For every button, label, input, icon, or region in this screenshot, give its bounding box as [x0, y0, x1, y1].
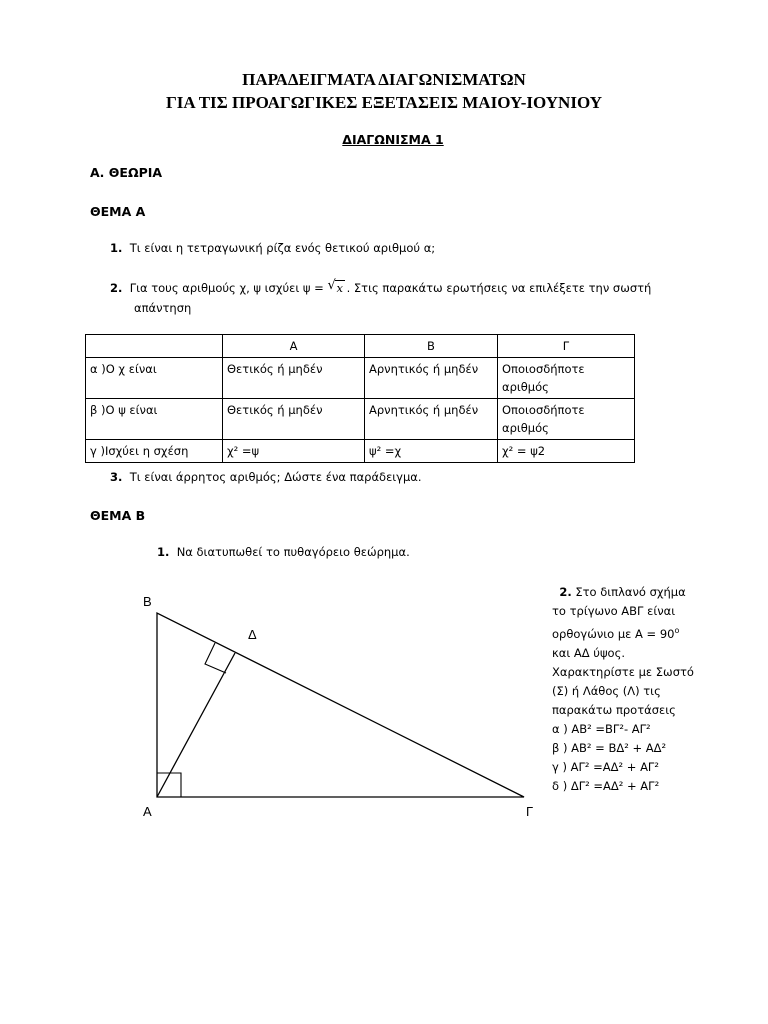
question-b2 [552, 583, 752, 796]
vertex-label-b: Β [143, 594, 152, 609]
table-cell: χ² =ψ [223, 440, 365, 463]
choices-table [85, 334, 635, 463]
table-header-cell: Β [365, 335, 498, 358]
table-cell: Οποιοσδήποτε αριθμός [498, 358, 635, 399]
table-header-cell [86, 335, 223, 358]
table-cell: Θετικός ή μηδέν [223, 399, 365, 440]
table-cell: γ )Ισχύει η σχέση [86, 440, 223, 463]
question-number: 3. [110, 470, 123, 484]
statement-d: δ ) ΔΓ² =ΑΔ² + ΑΓ² [552, 778, 660, 793]
question-text: Για τους αριθμούς χ, ψ ισχύει ψ = [129, 281, 324, 295]
table-cell: α )Ο χ είναι [86, 358, 223, 399]
question-a3 [110, 470, 422, 484]
vertex-label-g: Γ [526, 804, 534, 819]
question-b2-line: το τρίγωνο ΑΒΓ είναι [552, 604, 676, 618]
table-cell: Αρνητικός ή μηδέν [365, 358, 498, 399]
question-b2-line: 2. Στο διπλανό σχήμα [559, 585, 686, 599]
question-b2-line: (Σ) ή Λάθος (Λ) τις [552, 683, 661, 698]
right-triangle-figure [130, 585, 540, 825]
question-b2-line: και ΑΔ ύψος. [552, 645, 625, 660]
question-b1 [157, 545, 410, 559]
theme-b-heading: ΘΕΜΑ Β [90, 508, 146, 523]
title-line-2: ΓΙΑ ΤΙΣ ΠΡΟΑΓΩΓΙΚΕΣ ΕΞΕΤΑΣΕΙΣ ΜΑΙΟΥ-ΙΟΥΝΙΟΥ [165, 93, 602, 112]
vertex-label-d: Δ [248, 627, 257, 642]
question-b2-line: παρακάτω προτάσεις [552, 702, 676, 717]
statement-b: β ) ΑΒ² = ΒΔ² + ΑΔ² [552, 740, 667, 755]
question-number: 1. [157, 545, 170, 559]
table-cell: ψ² =χ [365, 440, 498, 463]
question-number: 2. [110, 281, 123, 295]
question-number: 1. [110, 241, 123, 255]
table-header-cell: Α [223, 335, 365, 358]
table-row [86, 440, 635, 463]
question-text: Τι είναι άρρητος αριθμός; Δώστε ένα παράδειγμα. [129, 470, 422, 484]
table-row [86, 399, 635, 440]
statement-a: α ) ΑΒ² =ΒΓ²- ΑΓ² [552, 721, 651, 736]
question-text: Να διατυπωθεί το πυθαγόρειο θεώρημα. [176, 545, 410, 559]
table-cell: Οποιοσδήποτε αριθμός [498, 399, 635, 440]
table-cell: Αρνητικός ή μηδέν [365, 399, 498, 440]
right-angle-mark-d [205, 643, 226, 673]
table-header-row [86, 335, 635, 358]
table-cell: Θετικός ή μηδέν [223, 358, 365, 399]
theme-a-heading: ΘΕΜΑ Α [90, 204, 146, 219]
question-b2-line: ορθογώνιο με $A = 90^o$ [552, 626, 680, 641]
exam-title: ΔΙΑΓΩΝΙΣΜΑ 1 [342, 132, 444, 147]
question-text-cont: . Στις παρακάτω ερωτήσεις να επιλέξετε την σωστή [346, 281, 652, 295]
sqrt-variable: x [336, 281, 343, 295]
right-angle-mark-a [157, 773, 181, 797]
question-number: 2. [559, 585, 572, 599]
question-a2 [110, 278, 710, 295]
statement-c: γ ) ΑΓ² =ΑΔ² + ΑΓ² [552, 759, 659, 774]
table-cell: β )Ο ψ είναι [86, 399, 223, 440]
degree-mark: ο [674, 626, 680, 635]
vertex-label-a: Α [143, 804, 152, 819]
title-line-1: ΠΑΡΑΔΕΙΓΜΑΤΑ ΔΙΑΓΩΝΙΣΜΑΤΩΝ [242, 70, 526, 89]
table-cell: χ² = ψ2 [498, 440, 635, 463]
question-b2-line: Χαρακτηρίστε με Σωστό [552, 664, 694, 679]
question-a1 [110, 241, 435, 255]
square-root-icon: √ [327, 278, 336, 293]
triangle-abg [157, 613, 524, 797]
altitude-ad [157, 653, 235, 797]
table-header-cell: Γ [498, 335, 635, 358]
section-a-heading: Α. ΘΕΩΡΙΑ [90, 165, 163, 180]
table-row [86, 358, 635, 399]
question-text: Τι είναι η τετραγωνική ρίζα ενός θετικού αριθμού α; [129, 241, 436, 255]
question-a2-line2: απάντηση [134, 301, 192, 315]
square-root-expression [327, 278, 343, 295]
